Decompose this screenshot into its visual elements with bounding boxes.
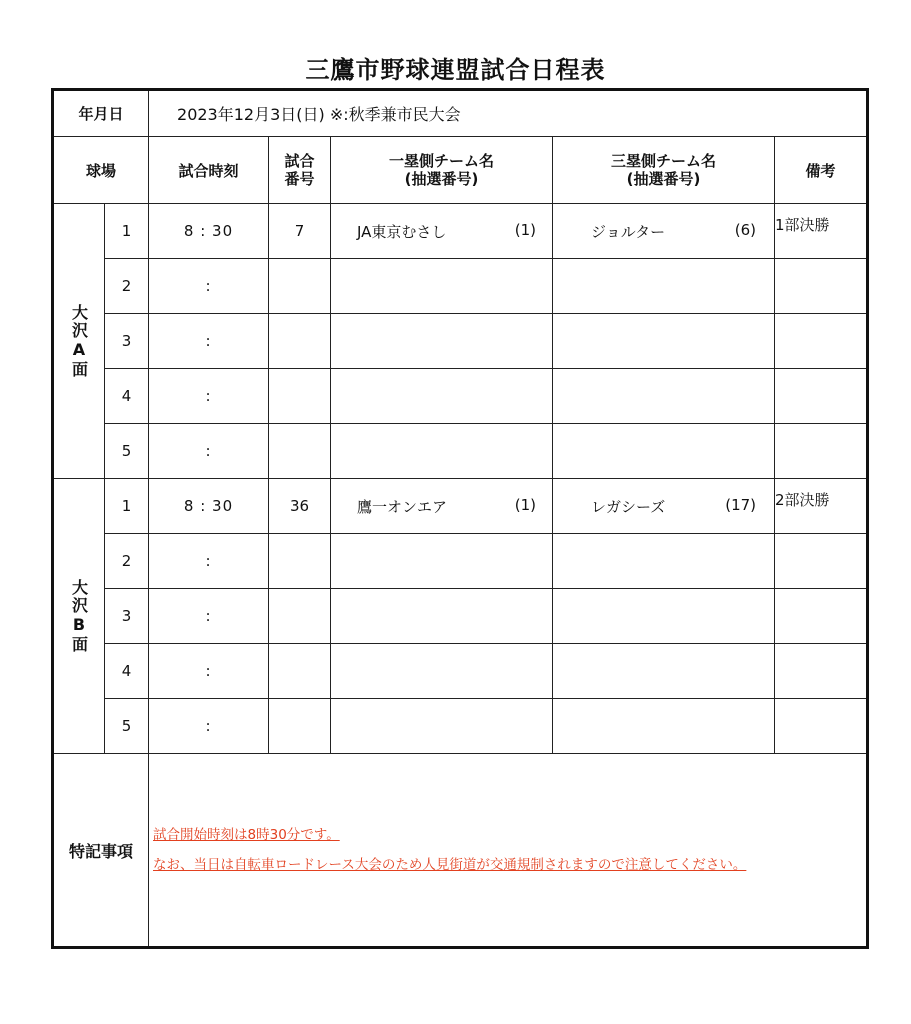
third-base-team: レガシーズ: [591, 497, 666, 516]
schedule-row: [53, 424, 868, 479]
remarks: [775, 534, 868, 589]
third-base-team-cell: [553, 479, 775, 534]
header-third-base-line1: 三塁側チーム名: [611, 152, 717, 170]
row-number: 3: [105, 314, 149, 369]
first-base-team: JA東京むさし: [357, 222, 447, 241]
row-number: 2: [105, 259, 149, 314]
remarks: 2部決勝: [775, 479, 868, 534]
game-number: [269, 424, 331, 479]
match-time: :: [149, 369, 269, 424]
row-number: 1: [105, 204, 149, 259]
game-number: 7: [269, 204, 331, 259]
third-base-team-cell: [553, 259, 775, 314]
header-third-base: [553, 137, 775, 204]
game-number: [269, 259, 331, 314]
schedule-row: [53, 534, 868, 589]
remarks: [775, 644, 868, 699]
first-base-team-cell: [331, 699, 553, 754]
first-base-team-cell: [331, 314, 553, 369]
remarks: [775, 589, 868, 644]
schedule-row: [53, 644, 868, 699]
match-time: :: [149, 699, 269, 754]
match-time: 8 : 30: [149, 204, 269, 259]
match-time: :: [149, 259, 269, 314]
schedule-row: [53, 589, 868, 644]
third-base-lot: (6): [734, 220, 757, 239]
schedule-row: [53, 314, 868, 369]
schedule-row: [53, 259, 868, 314]
first-base-team-cell: [331, 204, 553, 259]
third-base-team-cell: [553, 589, 775, 644]
third-base-team-cell: [553, 204, 775, 259]
row-number: 3: [105, 589, 149, 644]
schedule-row: [53, 204, 868, 259]
schedule-table: [51, 88, 869, 949]
date-label: 年月日: [53, 90, 149, 137]
schedule-row: [53, 369, 868, 424]
first-base-lot: (1): [514, 495, 537, 514]
match-time: 8 : 30: [149, 479, 269, 534]
third-base-team-cell: [553, 534, 775, 589]
header-third-base-line2: (抽選番号): [626, 170, 701, 188]
third-base-team-cell: [553, 314, 775, 369]
special-notes-content: [149, 754, 868, 948]
venue-name-text: 大沢B面: [69, 578, 89, 654]
first-base-team-cell: [331, 589, 553, 644]
venue-name: [53, 479, 105, 754]
match-time: :: [149, 534, 269, 589]
third-base-team-cell: [553, 424, 775, 479]
remarks: [775, 314, 868, 369]
schedule-row: [53, 699, 868, 754]
special-notes-label: 特記事項: [53, 754, 149, 948]
match-time: :: [149, 424, 269, 479]
header-time: 試合時刻: [149, 137, 269, 204]
game-number: [269, 589, 331, 644]
remarks: [775, 369, 868, 424]
game-number: [269, 644, 331, 699]
row-number: 4: [105, 644, 149, 699]
venue-name: [53, 204, 105, 479]
first-base-lot: (1): [514, 220, 537, 239]
remarks: [775, 259, 868, 314]
third-base-team-cell: [553, 699, 775, 754]
third-base-team-cell: [553, 644, 775, 699]
header-game-number-line2: 番号: [284, 170, 315, 188]
game-number: [269, 699, 331, 754]
first-base-team-cell: [331, 534, 553, 589]
game-number: [269, 534, 331, 589]
header-remarks: 備考: [775, 137, 868, 204]
remarks: 1部決勝: [775, 204, 868, 259]
remarks: [775, 699, 868, 754]
row-number: 5: [105, 424, 149, 479]
remarks: [775, 424, 868, 479]
header-first-base-line1: 一塁側チーム名: [389, 152, 495, 170]
header-first-base-line2: (抽選番号): [404, 170, 479, 188]
first-base-team-cell: [331, 424, 553, 479]
row-number: 4: [105, 369, 149, 424]
row-number: 2: [105, 534, 149, 589]
header-venue: 球場: [53, 137, 149, 204]
first-base-team-cell: [331, 479, 553, 534]
match-time: :: [149, 589, 269, 644]
third-base-team-cell: [553, 369, 775, 424]
date-value: 2023年12月3日(日) ※:秋季兼市民大会: [149, 90, 868, 137]
special-note-line-1: 試合開始時刻は8時30分です。: [153, 827, 340, 843]
special-notes-row: [53, 754, 868, 948]
page-title: 三鷹市野球連盟試合日程表: [305, 56, 606, 84]
first-base-team-cell: [331, 369, 553, 424]
first-base-team-cell: [331, 259, 553, 314]
header-first-base: [331, 137, 553, 204]
match-time: :: [149, 644, 269, 699]
game-number: [269, 369, 331, 424]
game-number: [269, 314, 331, 369]
third-base-lot: (17): [725, 495, 757, 514]
game-number: 36: [269, 479, 331, 534]
row-number: 1: [105, 479, 149, 534]
special-note-line-2: なお、当日は自転車ロードレース大会のため人見街道が交通規制されますので注意してください。: [153, 857, 747, 873]
header-game-number-line1: 試合: [284, 152, 315, 170]
third-base-team: ジョルター: [591, 222, 666, 241]
schedule-row: [53, 479, 868, 534]
first-base-team: 鷹一オンエア: [357, 497, 448, 516]
match-time: :: [149, 314, 269, 369]
row-number: 5: [105, 699, 149, 754]
first-base-team-cell: [331, 644, 553, 699]
venue-name-text: 大沢A面: [69, 303, 89, 379]
header-game-number: [269, 137, 331, 204]
